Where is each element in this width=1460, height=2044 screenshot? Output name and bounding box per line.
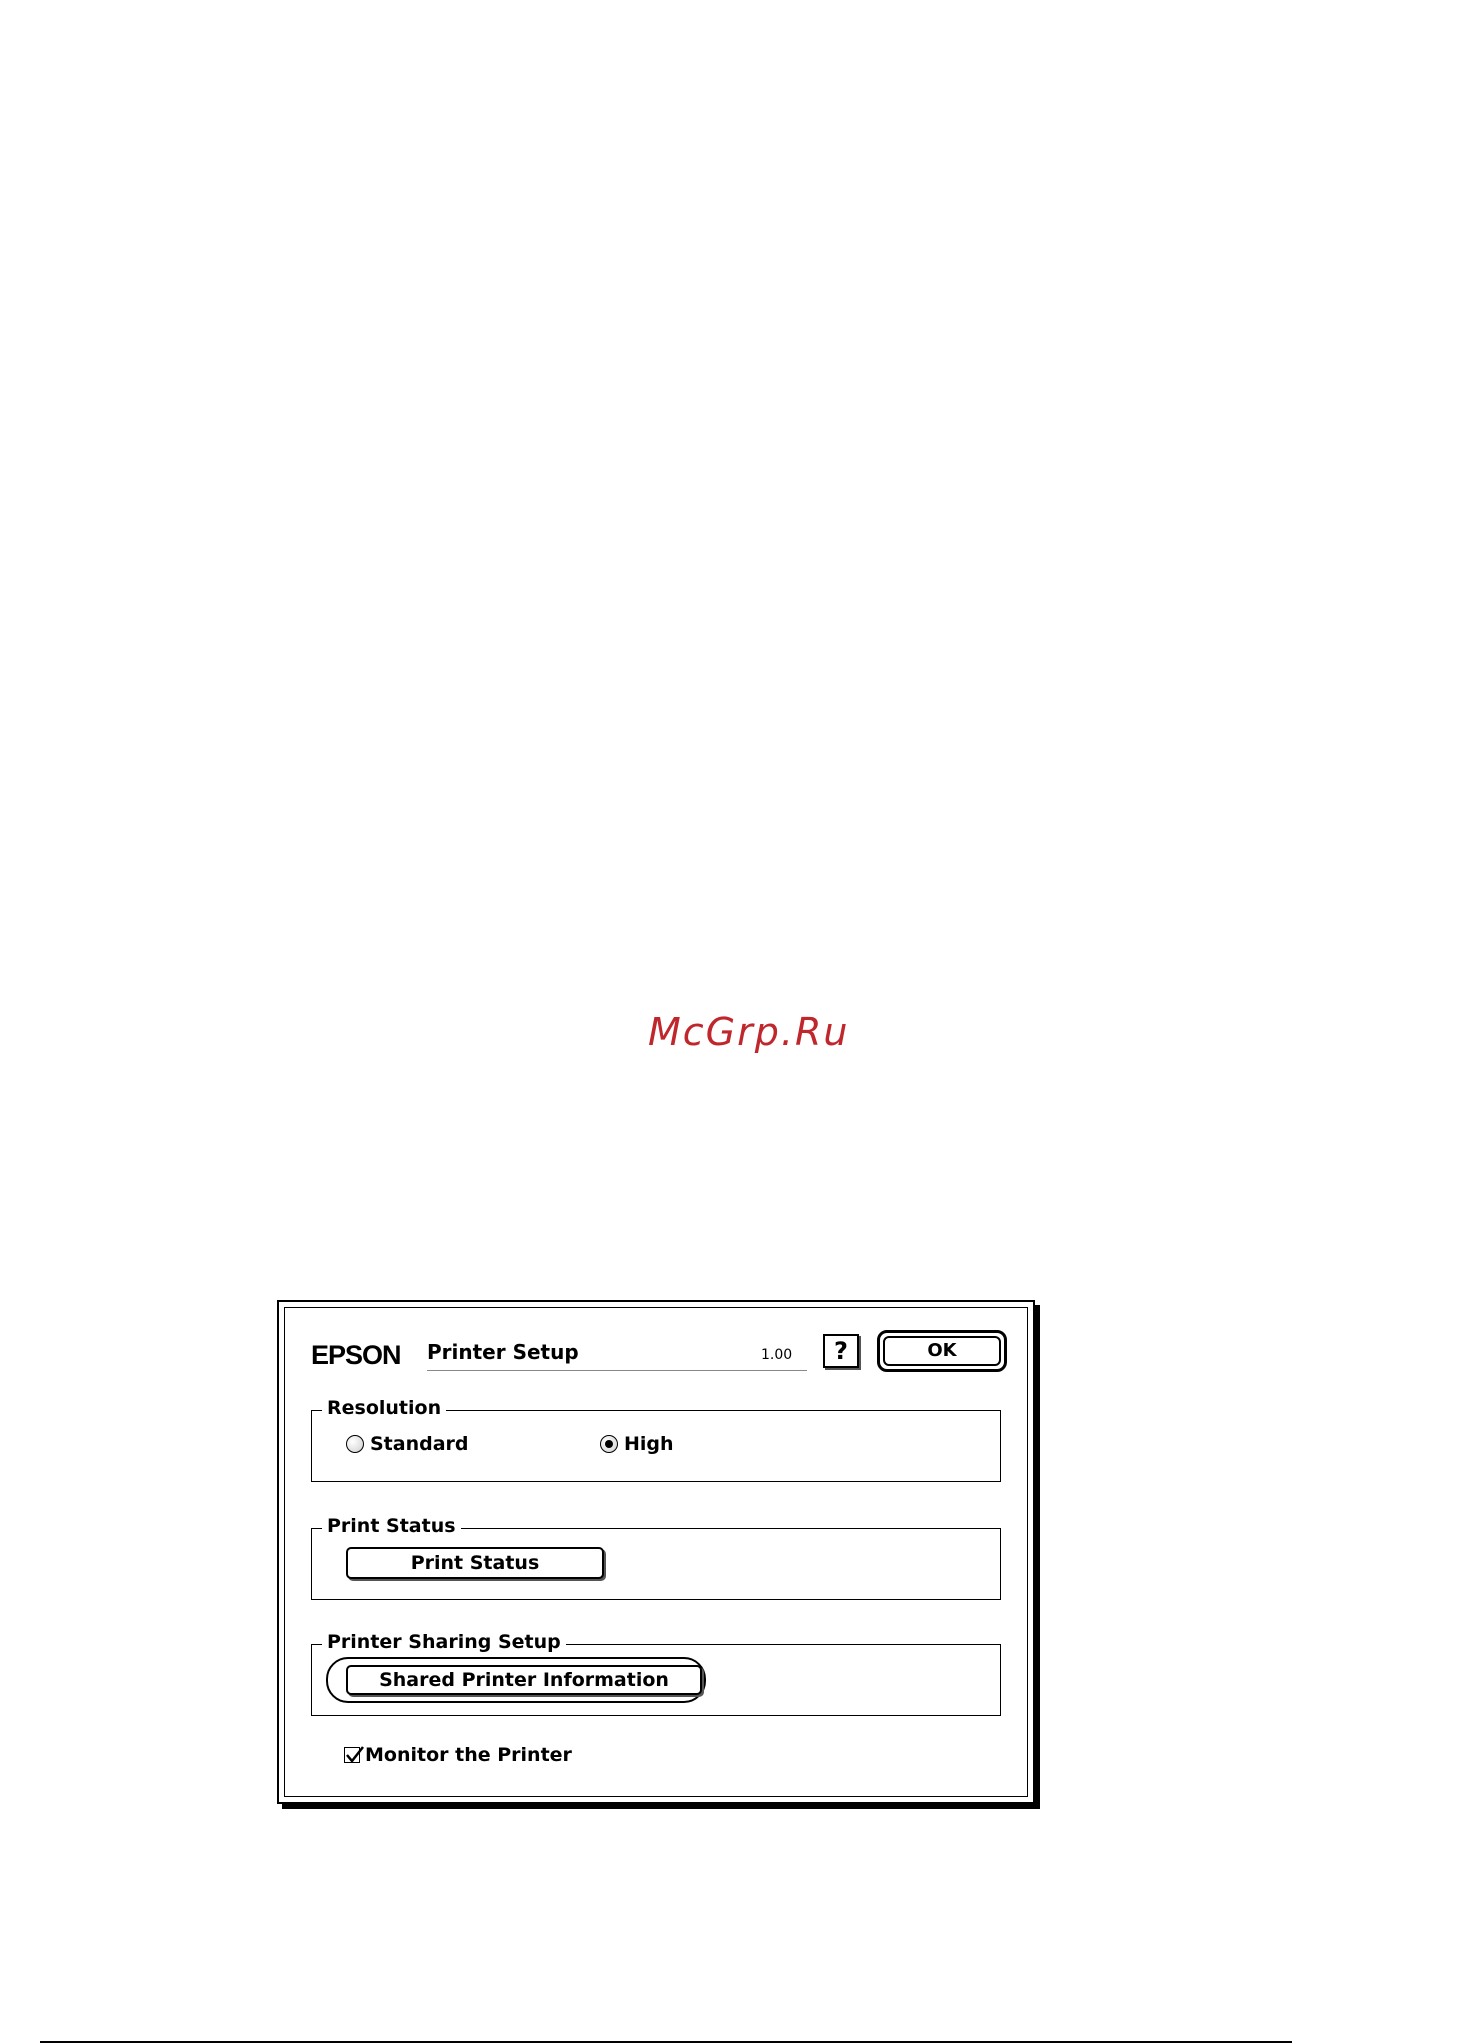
title-divider xyxy=(427,1370,807,1371)
epson-logo: EPSON xyxy=(311,1340,401,1370)
monitor-printer-checkbox-row[interactable] xyxy=(344,1744,572,1766)
resolution-group-label: Resolution xyxy=(322,1397,446,1419)
watermark: McGrp.Ru xyxy=(648,1010,850,1054)
dialog-title: Printer Setup xyxy=(427,1340,579,1364)
printer-sharing-group-label: Printer Sharing Setup xyxy=(322,1631,566,1653)
radio-high[interactable] xyxy=(600,1433,674,1455)
version-label: 1.00 xyxy=(761,1347,793,1363)
print-status-group xyxy=(311,1515,1001,1600)
monitor-printer-checkbox[interactable] xyxy=(344,1747,360,1763)
radio-high-indicator[interactable] xyxy=(600,1435,618,1453)
radio-standard[interactable] xyxy=(346,1433,469,1455)
shared-printer-information-button[interactable]: Shared Printer Information xyxy=(346,1665,702,1695)
print-status-button[interactable]: Print Status xyxy=(346,1547,604,1579)
checkmark-icon xyxy=(345,1745,365,1765)
printer-setup-dialog xyxy=(277,1300,1035,1804)
monitor-printer-label: Monitor the Printer xyxy=(365,1744,572,1766)
radio-standard-label: Standard xyxy=(370,1433,469,1455)
print-status-group-label: Print Status xyxy=(322,1515,461,1537)
help-button[interactable]: ? xyxy=(823,1334,859,1368)
radio-standard-indicator[interactable] xyxy=(346,1435,364,1453)
resolution-group xyxy=(311,1397,1001,1482)
printer-sharing-group xyxy=(311,1631,1001,1716)
radio-high-label: High xyxy=(624,1433,674,1455)
page-footer-rule xyxy=(40,2041,1292,2043)
ok-button[interactable]: OK xyxy=(883,1336,1001,1366)
ok-button-default-ring xyxy=(877,1330,1007,1372)
